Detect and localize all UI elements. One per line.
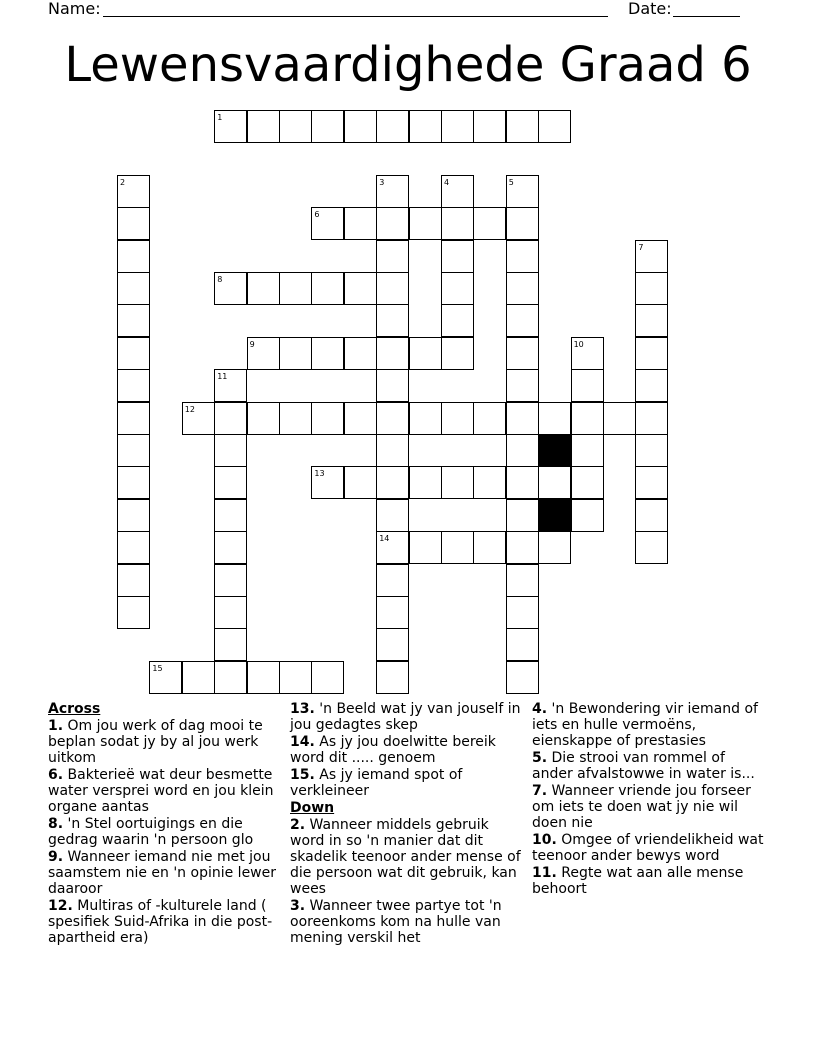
grid-cell[interactable] (311, 110, 344, 143)
grid-cell[interactable] (376, 402, 409, 435)
grid-cell[interactable] (409, 402, 442, 435)
cell-number: 4 (444, 177, 450, 187)
grid-cell[interactable] (441, 110, 474, 143)
grid-cell[interactable] (538, 531, 571, 564)
cell-number: 1 (217, 113, 223, 122)
clue-text: 'n Bewondering vir iemand of iets en hulle vermoëns, eienskappe of prestasies (532, 701, 758, 749)
grid-cell[interactable] (506, 466, 539, 499)
grid-cell[interactable] (344, 466, 377, 499)
grid-cell[interactable] (506, 337, 539, 370)
grid-cell[interactable] (117, 466, 150, 499)
grid-cell[interactable] (473, 207, 506, 240)
grid-cell[interactable] (506, 304, 539, 337)
grid-cell[interactable] (279, 337, 312, 370)
grid-cell[interactable] (506, 240, 539, 273)
clue-text: Bakterieë wat deur besmette water versprei word en jou klein organe aantas (48, 767, 274, 815)
cell-number: 14 (379, 534, 390, 544)
grid-cell[interactable] (117, 499, 150, 532)
grid-cell[interactable] (214, 466, 247, 499)
grid-cell[interactable] (279, 402, 312, 435)
clues-column-1 (48, 701, 280, 947)
grid-cell[interactable] (214, 628, 247, 661)
grid-cell[interactable] (635, 240, 668, 273)
clue-number: 11. (532, 865, 557, 881)
grid-cell[interactable] (506, 175, 539, 208)
grid-cell[interactable] (506, 402, 539, 435)
grid-cell[interactable] (441, 240, 474, 273)
grid-cell[interactable] (247, 337, 280, 370)
clues-column-3 (532, 701, 768, 898)
page-title: Lewensvaardighede Graad 6 (64, 37, 752, 93)
clue-number: 6. (48, 767, 64, 783)
cell-number: 7 (638, 242, 644, 252)
clue-number: 2. (290, 817, 306, 833)
grid-cell[interactable] (311, 402, 344, 435)
grid-cell[interactable] (473, 110, 506, 143)
name-label: Name: (48, 0, 101, 18)
clue-text: As jy iemand spot of verkleineer (290, 767, 463, 799)
grid-cell[interactable] (279, 110, 312, 143)
grid-cell[interactable] (279, 661, 312, 694)
grid-cell[interactable] (214, 661, 247, 694)
grid-cell[interactable] (409, 207, 442, 240)
clue-number: 7. (532, 783, 548, 799)
clue-number: 5. (532, 750, 548, 766)
grid-cell[interactable] (506, 434, 539, 467)
clue-across-13 (290, 701, 526, 733)
grid-cell[interactable] (441, 402, 474, 435)
clues-column-2 (290, 701, 526, 947)
grid-cell[interactable] (344, 110, 377, 143)
grid-cell[interactable] (506, 207, 539, 240)
grid-cell[interactable] (214, 499, 247, 532)
grid-cell[interactable] (571, 466, 604, 499)
grid-cell[interactable] (376, 240, 409, 273)
grid-cell[interactable] (473, 531, 506, 564)
grid-cell[interactable] (117, 272, 150, 305)
cell-number: 13 (314, 469, 325, 479)
grid-cell[interactable] (247, 272, 280, 305)
clue-text: Wanneer twee partye tot 'n ooreenkoms kom na hulle van mening verskil het (290, 898, 502, 946)
grid-cell[interactable] (409, 337, 442, 370)
clue-number: 15. (290, 767, 315, 783)
clue-down-7 (532, 783, 768, 831)
grid-cell[interactable] (441, 272, 474, 305)
grid-cell[interactable] (376, 110, 409, 143)
clue-text: As jy jou doelwitte bereik word dit ..... genoem (290, 734, 496, 766)
clue-down-3 (290, 898, 526, 946)
grid-cell[interactable] (506, 564, 539, 597)
cell-number: 8 (217, 275, 223, 284)
grid-cell[interactable] (603, 402, 636, 435)
grid-cell[interactable] (473, 402, 506, 435)
grid-cell[interactable] (376, 175, 409, 208)
grid-cell[interactable] (117, 207, 150, 240)
clue-text: Wanneer middels gebruik word in so 'n manier dat dit skadelik teenoor ander mense of die persoon wat dit gebruik, kan wees (290, 817, 521, 897)
clue-number: 9. (48, 849, 64, 865)
grid-cell[interactable] (506, 596, 539, 629)
grid-cell[interactable] (635, 272, 668, 305)
grid-cell[interactable] (635, 499, 668, 532)
grid-cell[interactable] (376, 564, 409, 597)
grid-cell[interactable] (344, 207, 377, 240)
cell-number: 9 (249, 339, 255, 349)
grid-cell[interactable] (571, 499, 604, 532)
grid-cell[interactable] (635, 402, 668, 435)
grid-cell[interactable] (538, 466, 571, 499)
grid-cell[interactable] (247, 402, 280, 435)
clue-number: 4. (532, 701, 548, 717)
grid-cell[interactable] (117, 564, 150, 597)
grid-cell[interactable] (538, 110, 571, 143)
grid-cell[interactable] (344, 402, 377, 435)
clue-number: 13. (290, 701, 315, 717)
grid-cell[interactable] (506, 110, 539, 143)
grid-cell[interactable] (247, 110, 280, 143)
grid-cell[interactable] (214, 434, 247, 467)
grid-cell[interactable] (117, 304, 150, 337)
clue-number: 8. (48, 816, 64, 832)
grid-cell[interactable] (214, 369, 247, 402)
cell-number: 3 (379, 177, 385, 187)
grid-cell[interactable] (635, 434, 668, 467)
grid-cell[interactable] (214, 596, 247, 629)
clue-across-6 (48, 767, 280, 815)
clue-text: Wanneer iemand nie met jou saamstem nie en 'n opinie lewer daaroor (48, 849, 276, 897)
clue-down-2 (290, 817, 526, 897)
clue-text: Om jou werk of dag mooi te beplan sodat jy by al jou werk uitkom (48, 718, 263, 766)
grid-cell[interactable] (506, 661, 539, 694)
cell-number: 11 (217, 372, 228, 382)
grid-cell[interactable] (311, 207, 344, 240)
grid-cell[interactable] (344, 337, 377, 370)
grid-cell[interactable] (441, 531, 474, 564)
grid-cell[interactable] (376, 337, 409, 370)
clue-number: 1. (48, 718, 64, 734)
grid-cell[interactable] (506, 272, 539, 305)
clue-across-9 (48, 849, 280, 897)
grid-cell[interactable] (506, 531, 539, 564)
date-label: Date: (628, 0, 672, 18)
clue-across-8 (48, 816, 280, 848)
cell-number: 12 (184, 404, 195, 414)
grid-cell[interactable] (441, 466, 474, 499)
clue-across-15 (290, 767, 526, 799)
grid-cell[interactable] (538, 402, 571, 435)
down-heading: Down (290, 800, 335, 816)
clue-number: 14. (290, 734, 315, 750)
grid-cell[interactable] (635, 466, 668, 499)
grid-cell[interactable] (311, 466, 344, 499)
cell-number: 5 (508, 177, 514, 187)
clue-across-14 (290, 734, 526, 766)
grid-cell[interactable] (376, 272, 409, 305)
grid-cell[interactable] (279, 272, 312, 305)
grid-cell[interactable] (117, 369, 150, 402)
grid-cell[interactable] (376, 661, 409, 694)
grid-cell[interactable] (344, 272, 377, 305)
cell-number: 2 (120, 177, 126, 187)
black-cell (538, 434, 571, 467)
clue-across-12 (48, 898, 280, 946)
grid-cell[interactable] (117, 337, 150, 370)
grid-cell[interactable] (376, 596, 409, 629)
clue-text: 'n Stel oortuigings en die gedrag waarin 'n persoon glo (48, 816, 254, 848)
grid-cell[interactable] (376, 434, 409, 467)
clue-number: 3. (290, 898, 306, 914)
grid-cell[interactable] (214, 272, 247, 305)
clue-down-11 (532, 865, 768, 897)
grid-cell[interactable] (376, 207, 409, 240)
grid-cell[interactable] (214, 110, 247, 143)
grid-cell[interactable] (311, 272, 344, 305)
grid-cell[interactable] (376, 304, 409, 337)
grid-cell[interactable] (214, 402, 247, 435)
clue-down-5 (532, 750, 768, 782)
grid-cell[interactable] (635, 304, 668, 337)
grid-cell[interactable] (409, 466, 442, 499)
clue-number: 12. (48, 898, 73, 914)
grid-cell[interactable] (117, 240, 150, 273)
cell-number: 6 (314, 210, 320, 220)
grid-cell[interactable] (506, 499, 539, 532)
grid-cell[interactable] (117, 434, 150, 467)
grid-cell[interactable] (635, 531, 668, 564)
grid-cell[interactable] (409, 110, 442, 143)
clue-down-4 (532, 701, 768, 749)
grid-cell[interactable] (117, 175, 150, 208)
clue-down-10 (532, 832, 768, 864)
grid-cell[interactable] (506, 369, 539, 402)
grid-cell[interactable] (635, 337, 668, 370)
grid-cell[interactable] (571, 369, 604, 402)
grid-cell[interactable] (376, 466, 409, 499)
grid-cell[interactable] (409, 531, 442, 564)
grid-cell[interactable] (571, 434, 604, 467)
clue-text: Multiras of -kulturele land ( spesifiek Suid-Afrika in die post-apartheid era) (48, 898, 273, 946)
grid-cell[interactable] (117, 531, 150, 564)
clue-text: Wanneer vriende jou forseer om iets te doen wat jy nie wil doen nie (532, 783, 751, 831)
grid-cell[interactable] (311, 337, 344, 370)
cell-number: 10 (573, 339, 584, 349)
black-cell (538, 499, 571, 532)
grid-cell[interactable] (441, 207, 474, 240)
clue-text: Regte wat aan alle mense behoort (532, 865, 744, 897)
across-heading: Across (48, 701, 101, 717)
grid-cell[interactable] (182, 402, 215, 435)
grid-cell[interactable] (214, 531, 247, 564)
grid-cell[interactable] (376, 499, 409, 532)
grid-cell[interactable] (311, 661, 344, 694)
grid-cell[interactable] (571, 337, 604, 370)
grid-cell[interactable] (117, 402, 150, 435)
clue-text: Die strooi van rommel of ander afvalstowwe in water is... (532, 750, 755, 782)
grid-cell[interactable] (441, 337, 474, 370)
grid-cell[interactable] (214, 564, 247, 597)
grid-cell[interactable] (149, 661, 182, 694)
clue-across-1 (48, 718, 280, 766)
grid-cell[interactable] (441, 304, 474, 337)
grid-cell[interactable] (117, 596, 150, 629)
grid-cell[interactable] (182, 661, 215, 694)
cell-number: 15 (152, 663, 163, 673)
grid-cell[interactable] (376, 628, 409, 661)
grid-cell[interactable] (571, 402, 604, 435)
grid-cell[interactable] (376, 369, 409, 402)
grid-cell[interactable] (473, 466, 506, 499)
grid-cell[interactable] (506, 628, 539, 661)
clue-text: Omgee of vriendelikheid wat teenoor ander bewys word (532, 832, 764, 864)
grid-cell[interactable] (376, 531, 409, 564)
grid-cell[interactable] (635, 369, 668, 402)
clue-text: 'n Beeld wat jy van jouself in jou gedagtes skep (290, 701, 521, 733)
grid-cell[interactable] (247, 661, 280, 694)
clue-number: 10. (532, 832, 557, 848)
grid-cell[interactable] (441, 175, 474, 208)
